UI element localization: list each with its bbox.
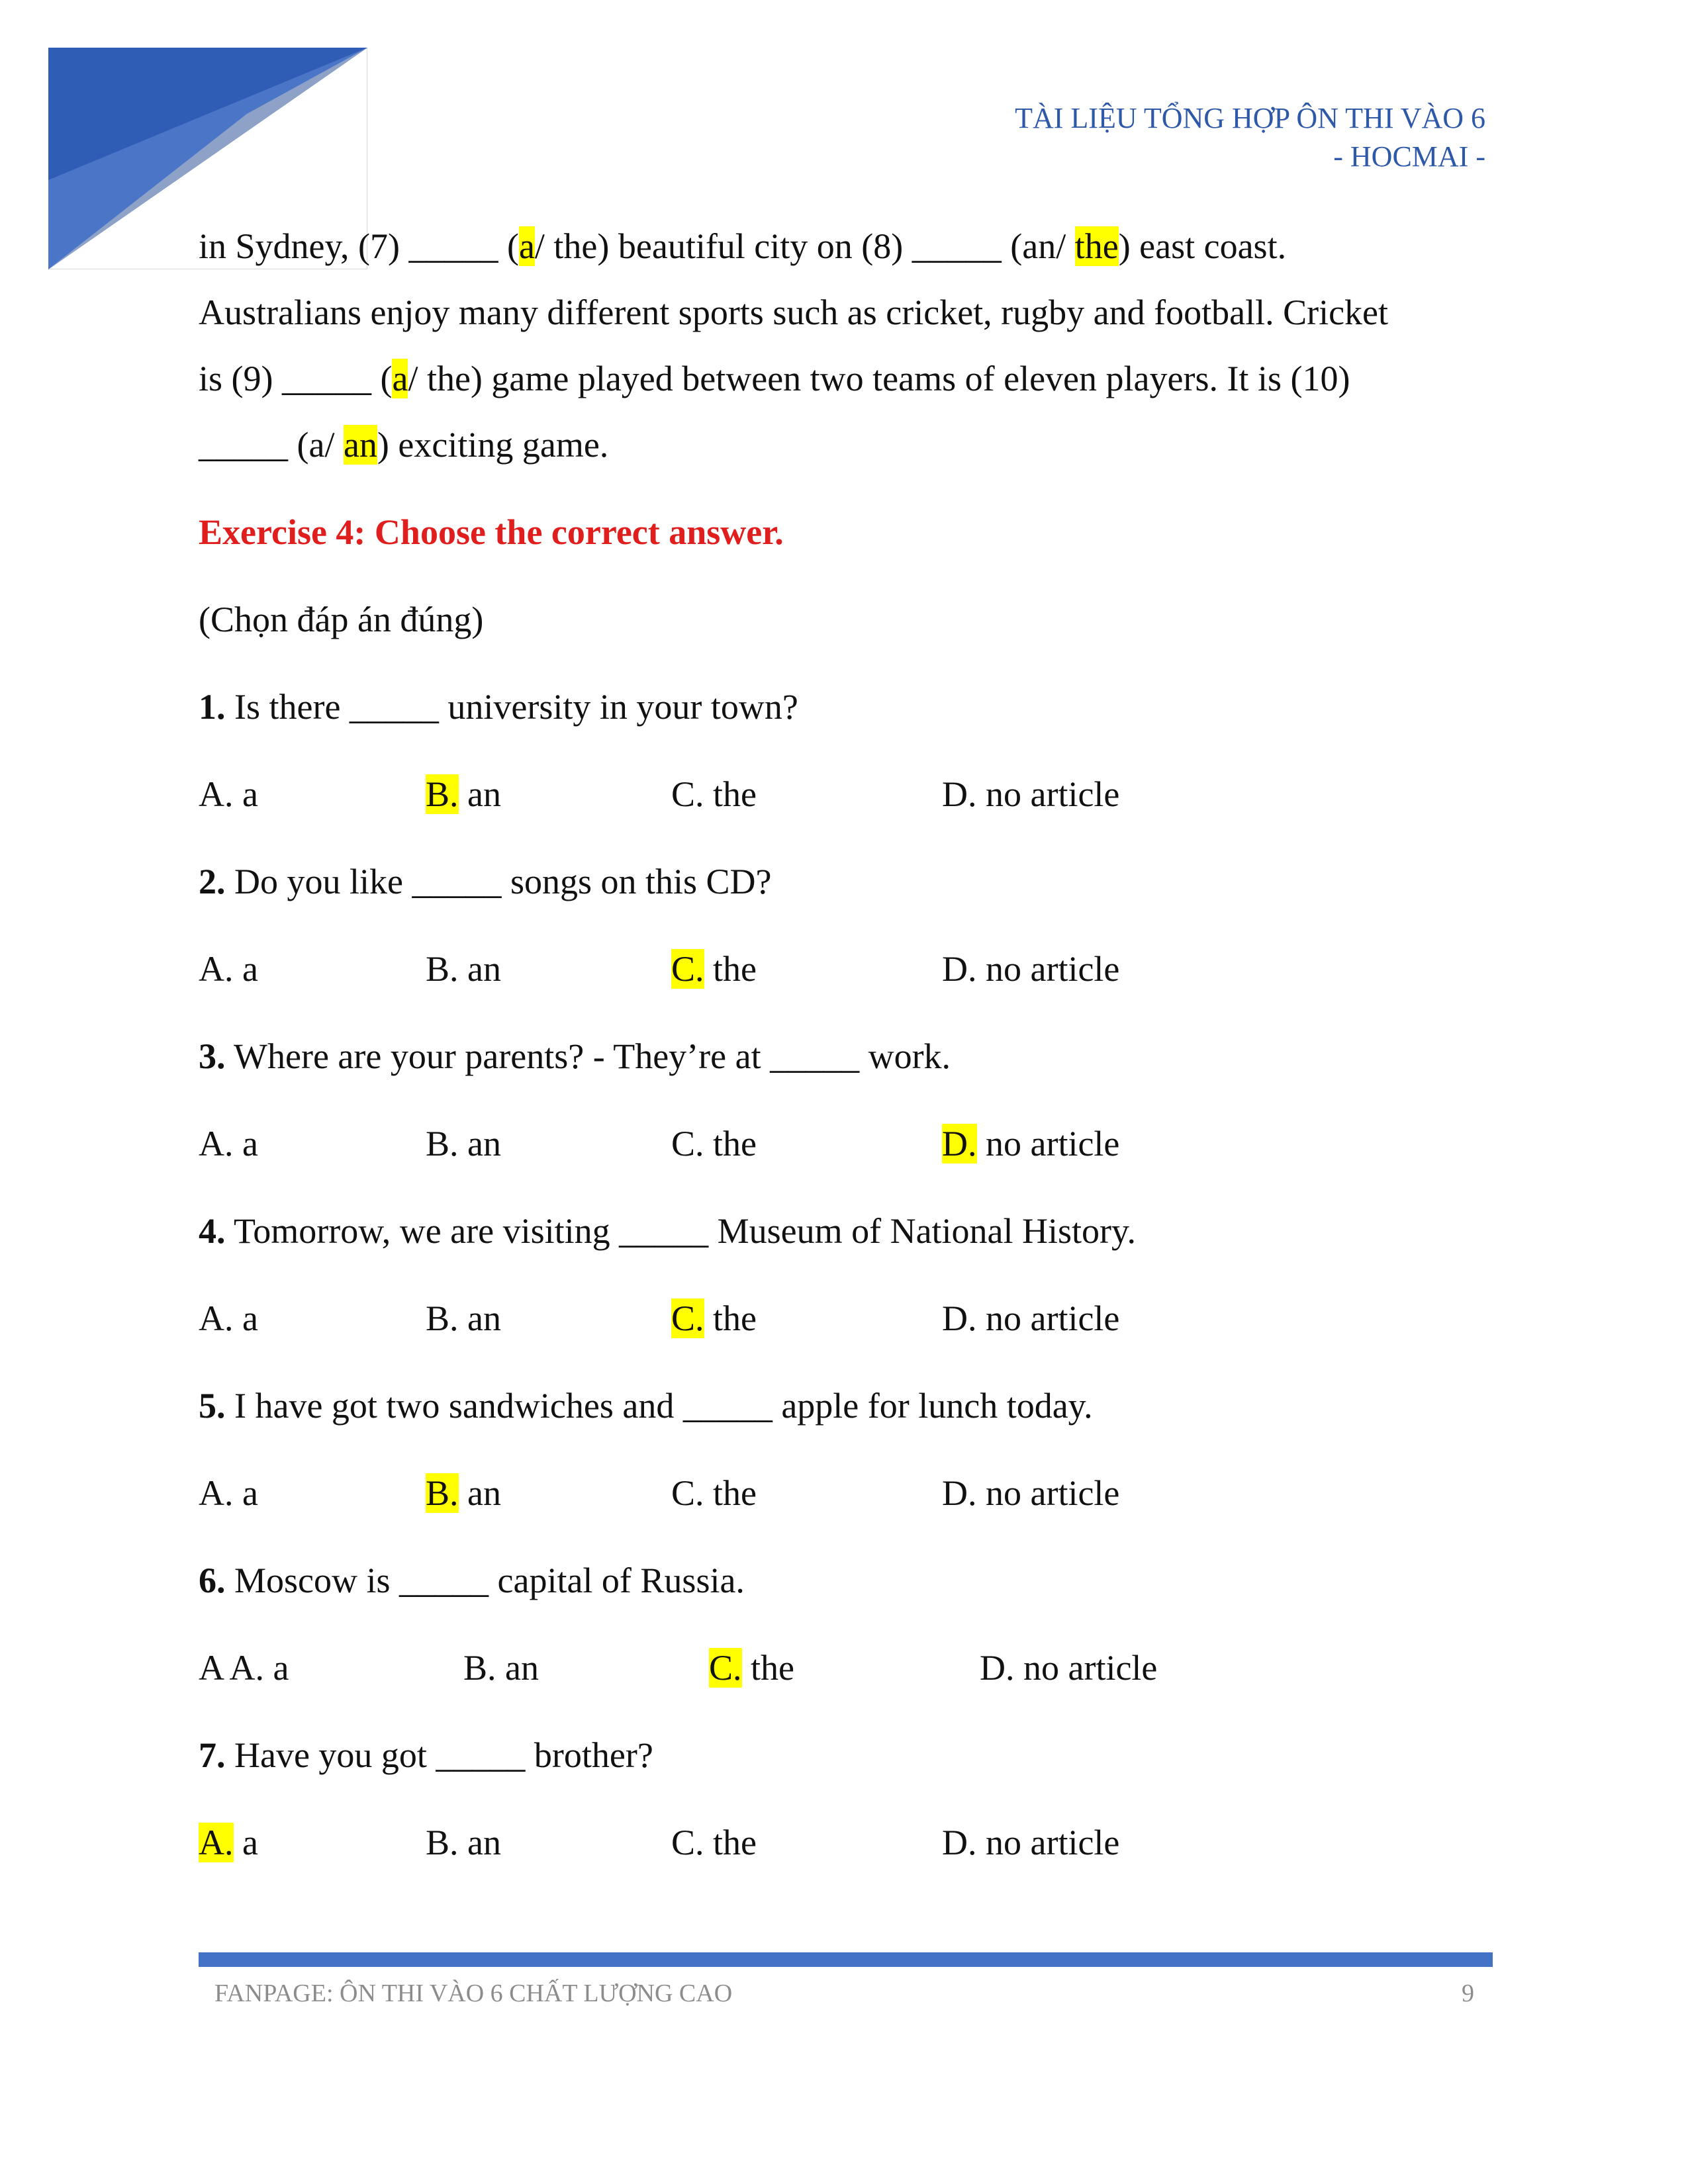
option-d: D. no article [980, 1648, 1158, 1688]
question: 1. Is there _____ university in your town? [199, 687, 798, 727]
option-a: A. a [199, 1298, 258, 1338]
option-b: B. an [463, 1648, 539, 1688]
option-a: A. a [199, 1473, 258, 1513]
option-b: B. an [426, 1823, 501, 1862]
passage-line-4: _____ (a/ an) exciting game. [199, 425, 609, 465]
header-subtitle: - HOCMAI - [1333, 140, 1485, 173]
option-b: B. an [426, 1473, 501, 1513]
option-b: B. an [426, 1298, 501, 1338]
option-c: C. the [671, 1473, 757, 1513]
passage-line-2: Australians enjoy many different sports such as cricket, rugby and football. Cricket [199, 293, 1389, 332]
header-title: TÀI LIỆU TỔNG HỢP ÔN THI VÀO 6 [1015, 102, 1485, 134]
option-d: D. no article [942, 1473, 1120, 1513]
answer-options [199, 761, 1493, 827]
exercise-instruction: (Chọn đáp án đúng) [199, 600, 484, 639]
footer-divider [199, 1952, 1493, 1967]
highlighted-answer: C. [671, 1298, 704, 1338]
highlighted-answer: the [1074, 226, 1119, 266]
page-number: 9 [1462, 1979, 1474, 2007]
option-a: A. a [199, 1124, 258, 1163]
question: 2. Do you like _____ songs on this CD? [199, 862, 772, 901]
option-a: A. a [199, 774, 258, 814]
highlighted-answer: an [343, 425, 377, 465]
option-b: B. an [426, 949, 501, 989]
highlighted-answer: B. [426, 774, 459, 814]
exercise-title: Exercise 4: Choose the correct answer. [199, 512, 784, 552]
highlighted-answer: a [518, 226, 535, 266]
question: 3. Where are your parents? - They’re at _____ work. [199, 1036, 951, 1076]
answer-options [199, 1111, 1493, 1177]
answer-options [199, 936, 1493, 1002]
option-b: B. an [426, 1124, 501, 1163]
footer-fanpage: FANPAGE: ÔN THI VÀO 6 CHẤT LƯỢNG CAO [214, 1979, 733, 2007]
option-d: D. no article [942, 1823, 1120, 1862]
answer-options [199, 1285, 1493, 1351]
answer-options [199, 1460, 1493, 1526]
question: 4. Tomorrow, we are visiting _____ Museum of National History. [199, 1211, 1137, 1251]
option-d: D. no article [942, 949, 1120, 989]
option-a: A. a [199, 1823, 258, 1862]
question: 7. Have you got _____ brother? [199, 1735, 653, 1775]
option-a: A. a [199, 949, 258, 989]
highlighted-answer: C. [671, 949, 704, 989]
option-c: C. the [671, 774, 757, 814]
option-c: C. the [671, 1823, 757, 1862]
option-a: A A. a [199, 1648, 289, 1688]
answer-options [199, 1635, 1493, 1701]
option-b: B. an [426, 774, 501, 814]
option-c: C. the [671, 1298, 757, 1338]
highlighted-answer: D. [942, 1124, 977, 1163]
page-content [199, 213, 1493, 1876]
page-header [1015, 99, 1485, 176]
highlighted-answer: a [392, 359, 408, 398]
option-c: C. the [671, 949, 757, 989]
option-c: C. the [671, 1124, 757, 1163]
answer-options [199, 1809, 1493, 1876]
option-c: C. the [709, 1648, 795, 1688]
highlighted-answer: B. [426, 1473, 459, 1513]
highlighted-answer: C. [709, 1648, 742, 1688]
highlighted-answer: A. [199, 1823, 234, 1862]
passage-line-3: is (9) _____ (a/ the) game played between two teams of eleven players. It is (10) [199, 359, 1350, 398]
passage-line-1: in Sydney, (7) _____ (a/ the) beautiful city on (8) _____ (an/ the) east coast. [199, 226, 1287, 266]
option-d: D. no article [942, 1298, 1120, 1338]
option-d: D. no article [942, 774, 1120, 814]
option-d: D. no article [942, 1124, 1120, 1163]
question: 5. I have got two sandwiches and _____ apple for lunch today. [199, 1386, 1093, 1426]
question: 6. Moscow is _____ capital of Russia. [199, 1561, 745, 1600]
